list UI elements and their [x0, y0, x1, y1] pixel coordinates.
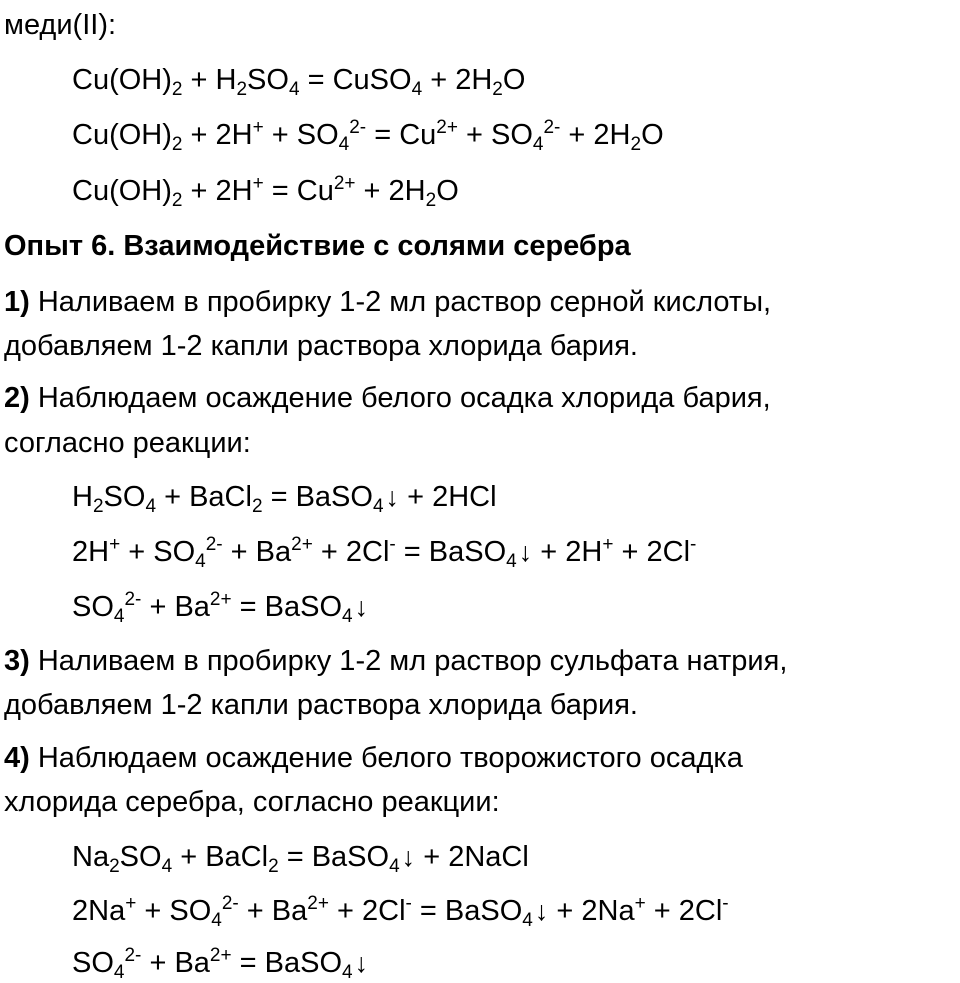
eq-sup: -: [389, 534, 396, 555]
eq-sub: 2: [171, 79, 183, 100]
eq-part: + BaCl: [172, 841, 269, 873]
eq-sup: 2+: [209, 589, 232, 610]
eq-sub: 4: [195, 551, 206, 572]
eq-sub: 2: [268, 856, 279, 877]
eq-sub: 4: [389, 856, 400, 877]
step-4-line-2: хлорида серебра, согласно реакции:: [4, 786, 500, 818]
eq-sub: 4: [211, 910, 222, 931]
eq-part: = CuSO: [299, 64, 412, 96]
eq-sup: +: [634, 893, 646, 914]
step-number: 1): [4, 286, 30, 318]
eq-sub: 2: [236, 79, 248, 100]
eq-sup: -: [690, 534, 697, 555]
eq-sub: 2: [171, 134, 183, 155]
eq-sub: 4: [161, 856, 173, 877]
eq-part: + SO: [457, 119, 533, 151]
equation-barium-1-short-ionic: [72, 589, 369, 627]
precipitate-arrow-icon: ↓: [354, 592, 369, 622]
eq-sub: 2: [92, 496, 104, 517]
eq-part: + 2HCl: [399, 481, 497, 513]
eq-sup: +: [252, 117, 264, 138]
step-text: Наблюдаем осаждение белого осадка хлорида бария,: [29, 382, 771, 414]
eq-part: Cu(OH): [72, 64, 172, 96]
eq-sub: 4: [532, 134, 544, 155]
eq-part: 2H: [72, 536, 110, 568]
eq-part: = BaSO: [411, 895, 523, 927]
precipitate-arrow-icon: ↓: [354, 948, 369, 978]
eq-sup: 2+: [333, 173, 356, 194]
experiment-title: Опыт 6. Взаимодействие с солями серебра: [4, 230, 631, 262]
eq-sub: 2: [109, 856, 120, 877]
eq-part: + H: [182, 64, 237, 96]
eq-sub: 4: [288, 79, 300, 100]
eq-sup: +: [252, 173, 264, 194]
eq-sub: 4: [145, 496, 157, 517]
eq-sub: 2: [492, 79, 503, 100]
equation-barium-2-molecular: [72, 840, 529, 877]
eq-sup: 2-: [124, 945, 142, 966]
eq-part: 2Na: [72, 895, 126, 927]
eq-sup: +: [125, 893, 137, 914]
eq-sup: 2-: [349, 117, 367, 138]
equation-copper-molecular: [72, 63, 526, 100]
eq-part: + 2Cl: [328, 895, 406, 927]
eq-sub: 4: [342, 962, 353, 983]
step-number: 2): [4, 382, 30, 414]
step-number: 3): [4, 645, 30, 677]
equation-copper-short-ionic: [72, 173, 459, 211]
eq-sub: 4: [506, 551, 517, 572]
eq-part: = BaSO: [395, 536, 507, 568]
precipitate-arrow-icon: ↓: [385, 482, 400, 512]
eq-part: SO: [72, 947, 114, 979]
eq-sub: 4: [113, 962, 125, 983]
eq-part: + 2H: [422, 64, 493, 96]
step-2-line-1: [4, 381, 771, 415]
eq-part: = Cu: [366, 119, 437, 151]
eq-part: + Ba: [222, 536, 292, 568]
eq-part: + 2Cl: [645, 895, 723, 927]
eq-part: O: [502, 64, 526, 96]
eq-part: + SO: [263, 119, 339, 151]
eq-sup: 2+: [291, 534, 313, 555]
eq-part: + 2H: [182, 175, 253, 207]
eq-part: + 2Cl: [613, 536, 691, 568]
eq-part: + 2H: [532, 536, 603, 568]
eq-sup: 2+: [307, 893, 329, 914]
step-1-line-1: [4, 285, 771, 319]
eq-part: Cu(OH): [72, 175, 172, 207]
eq-part: = BaSO: [231, 947, 343, 979]
eq-sub: 2: [251, 496, 263, 517]
eq-sub: 4: [342, 606, 353, 627]
eq-part: O: [436, 175, 459, 207]
eq-part: = Cu: [263, 175, 334, 207]
eq-part: + BaCl: [156, 481, 252, 513]
eq-part: + Ba: [238, 895, 308, 927]
eq-sup: 2-: [205, 534, 223, 555]
equation-copper-full-ionic: [72, 117, 664, 155]
eq-sub: 4: [411, 79, 423, 100]
eq-part: = BaSO: [231, 591, 343, 623]
eq-sub: 4: [372, 496, 384, 517]
eq-part: + 2NaCl: [415, 841, 529, 873]
eq-part: Cu(OH): [72, 119, 172, 151]
eq-part: SO: [247, 64, 289, 96]
eq-part: H: [72, 481, 93, 513]
eq-part: SO: [119, 841, 162, 873]
eq-part: + Ba: [141, 591, 210, 623]
eq-part: + 2H: [182, 119, 253, 151]
intro-text: меди(II):: [4, 9, 117, 41]
eq-part: = BaSO: [262, 481, 373, 513]
eq-part: Na: [72, 841, 110, 873]
eq-part: + 2Cl: [312, 536, 390, 568]
eq-sub: 4: [113, 606, 125, 627]
eq-sup: 2+: [209, 945, 232, 966]
precipitate-arrow-icon: ↓: [518, 537, 533, 567]
eq-part: + 2H: [355, 175, 426, 207]
step-text: Наливаем в пробирку 1-2 мл раствор серной кислоты,: [29, 286, 772, 318]
step-2-line-2: согласно реакции:: [4, 427, 251, 459]
equation-barium-1-full-ionic: [72, 534, 697, 572]
equation-barium-2-short-ionic: [72, 945, 369, 983]
eq-sub: 2: [171, 190, 183, 211]
step-4-line-1: [4, 741, 743, 775]
eq-part: O: [641, 119, 664, 151]
eq-sup: 2-: [543, 117, 561, 138]
step-number: 4): [4, 742, 30, 774]
eq-part: = BaSO: [278, 841, 390, 873]
step-3-line-1: [4, 644, 787, 678]
eq-sub: 2: [425, 190, 437, 211]
eq-part: + Ba: [141, 947, 210, 979]
eq-sub: 4: [338, 134, 350, 155]
eq-part: SO: [72, 591, 114, 623]
precipitate-arrow-icon: ↓: [401, 842, 416, 872]
eq-sub: 4: [522, 910, 533, 931]
equation-barium-1-molecular: [72, 480, 497, 517]
eq-sup: -: [405, 893, 412, 914]
eq-sup: +: [602, 534, 614, 555]
eq-sup: 2+: [436, 117, 458, 138]
precipitate-arrow-icon: ↓: [534, 896, 549, 926]
equation-barium-2-full-ionic: [72, 893, 729, 931]
step-3-line-2: добавляем 1-2 капли раствора хлорида бария.: [4, 689, 638, 721]
eq-sup: +: [109, 534, 121, 555]
step-text: Наблюдаем осаждение белого творожистого осадка: [29, 742, 743, 774]
eq-part: + SO: [136, 895, 212, 927]
eq-sup: -: [722, 893, 729, 914]
eq-part: + SO: [120, 536, 196, 568]
eq-sup: 2-: [221, 893, 239, 914]
eq-sup: 2-: [124, 589, 142, 610]
eq-part: + 2Na: [548, 895, 635, 927]
step-1-line-2: добавляем 1-2 капли раствора хлорида бария.: [4, 330, 638, 362]
eq-part: SO: [103, 481, 146, 513]
eq-part: + 2H: [560, 119, 631, 151]
step-text: Наливаем в пробирку 1-2 мл раствор сульфата натрия,: [29, 645, 788, 677]
eq-sub: 2: [630, 134, 642, 155]
